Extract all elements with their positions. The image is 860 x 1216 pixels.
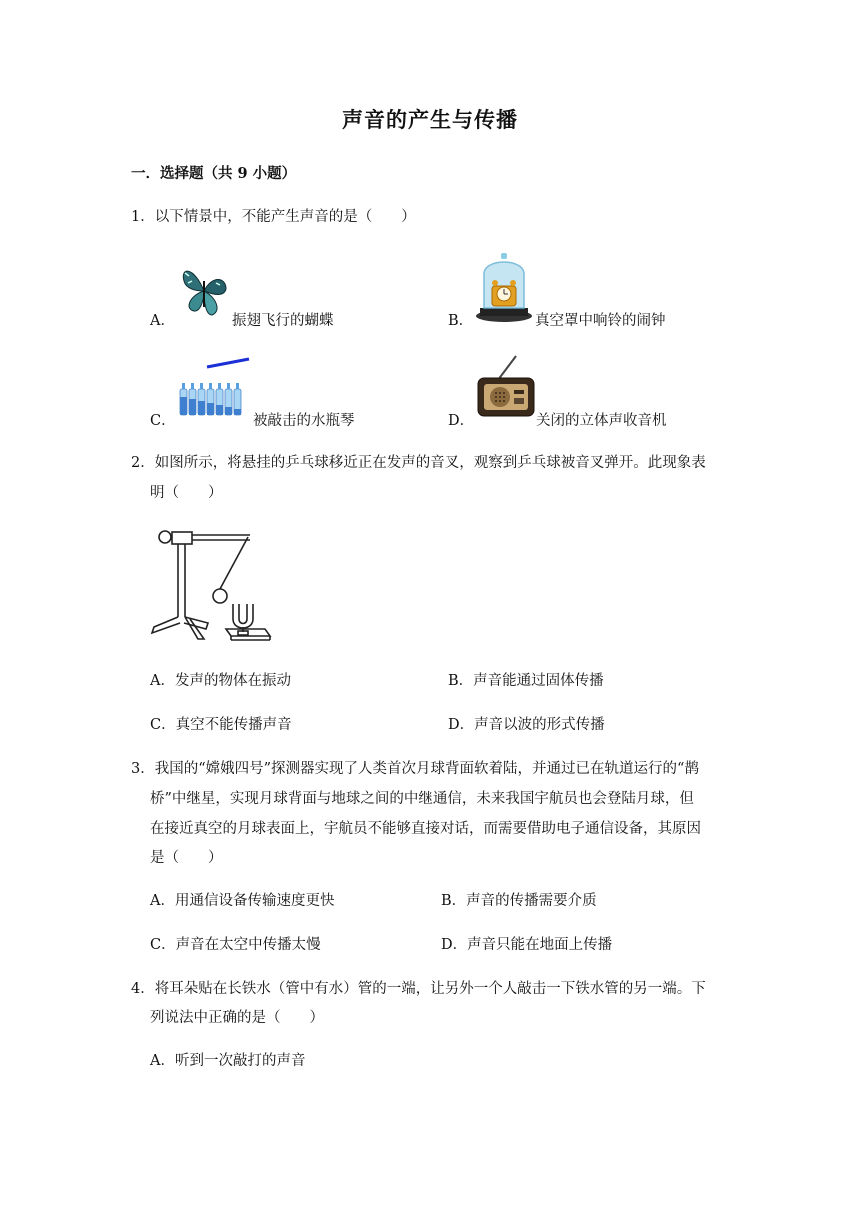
butterfly-icon: [176, 261, 232, 319]
q1-option-d-text: 关闭的立体声收音机: [536, 413, 667, 429]
question-4-stem-line-2: 列说法中正确的是（ ）: [150, 1010, 324, 1026]
question-4-stem-line-1: 4．将耳朵贴在长铁水（管中有水）管的一端，让另外一个人敲击一下铁水管的另一端。下: [131, 981, 706, 997]
q3-option-c: C．声音在太空中传播太慢: [150, 937, 321, 953]
q2-option-a: A．发声的物体在振动: [150, 673, 291, 689]
q2-option-c: C．真空不能传播声音: [150, 717, 292, 733]
question-2-stem-line-2: 明（ ）: [150, 485, 223, 501]
q1-option-b-letter: B．: [448, 313, 474, 329]
q3-option-a: A．用通信设备传输速度更快: [150, 893, 335, 909]
water-bottle-xylophone-icon: [175, 357, 255, 419]
section-heading: 一．选择题（共 9 小题）: [131, 165, 297, 182]
q1-option-d-letter: D．: [448, 413, 475, 429]
tuning-fork-apparatus-figure: [150, 519, 276, 641]
q1-option-c-letter: C．: [150, 413, 176, 429]
q4-option-a: A．听到一次敲打的声音: [150, 1053, 306, 1069]
question-1-stem: 1．以下情景中，不能产生声音的是（ ）: [131, 209, 416, 225]
q2-option-b: B．声音能通过固体传播: [448, 673, 604, 689]
page-title: 声音的产生与传播: [342, 107, 518, 132]
q1-option-a-text: 振翅飞行的蝴蝶: [232, 313, 334, 329]
question-3-stem-line-4: 是（ ）: [150, 850, 223, 866]
q1-option-c-text: 被敲击的水瓶琴: [253, 413, 355, 429]
question-3-stem-line-1: 3．我国的“嫦娥四号”探测器实现了人类首次月球背面软着陆，并通过已在轨道运行的“鹊: [131, 761, 699, 777]
q1-option-b-text: 真空罩中响铃的闹钟: [535, 313, 666, 329]
question-2-stem-line-1: 2．如图所示，将悬挂的乒乓球移近正在发声的音叉，观察到乒乓球被音叉弹开。此现象表: [131, 455, 706, 471]
question-3-stem-line-3: 在接近真空的月球表面上，宇航员不能够直接对话，而需要借助电子通信设备，其原因: [150, 821, 701, 837]
q3-option-d: D．声音只能在地面上传播: [441, 937, 613, 953]
q2-option-d: D．声音以波的形式传播: [448, 717, 605, 733]
bell-jar-clock-icon: [474, 250, 534, 324]
question-3-stem-line-2: 桥”中继星，实现月球背面与地球之间的中继通信，未来我国宇航员也会登陆月球，但: [150, 791, 694, 807]
q3-option-b: B．声音的传播需要介质: [441, 893, 597, 909]
radio-icon: [476, 354, 538, 418]
q1-option-a-letter: A．: [150, 313, 175, 329]
